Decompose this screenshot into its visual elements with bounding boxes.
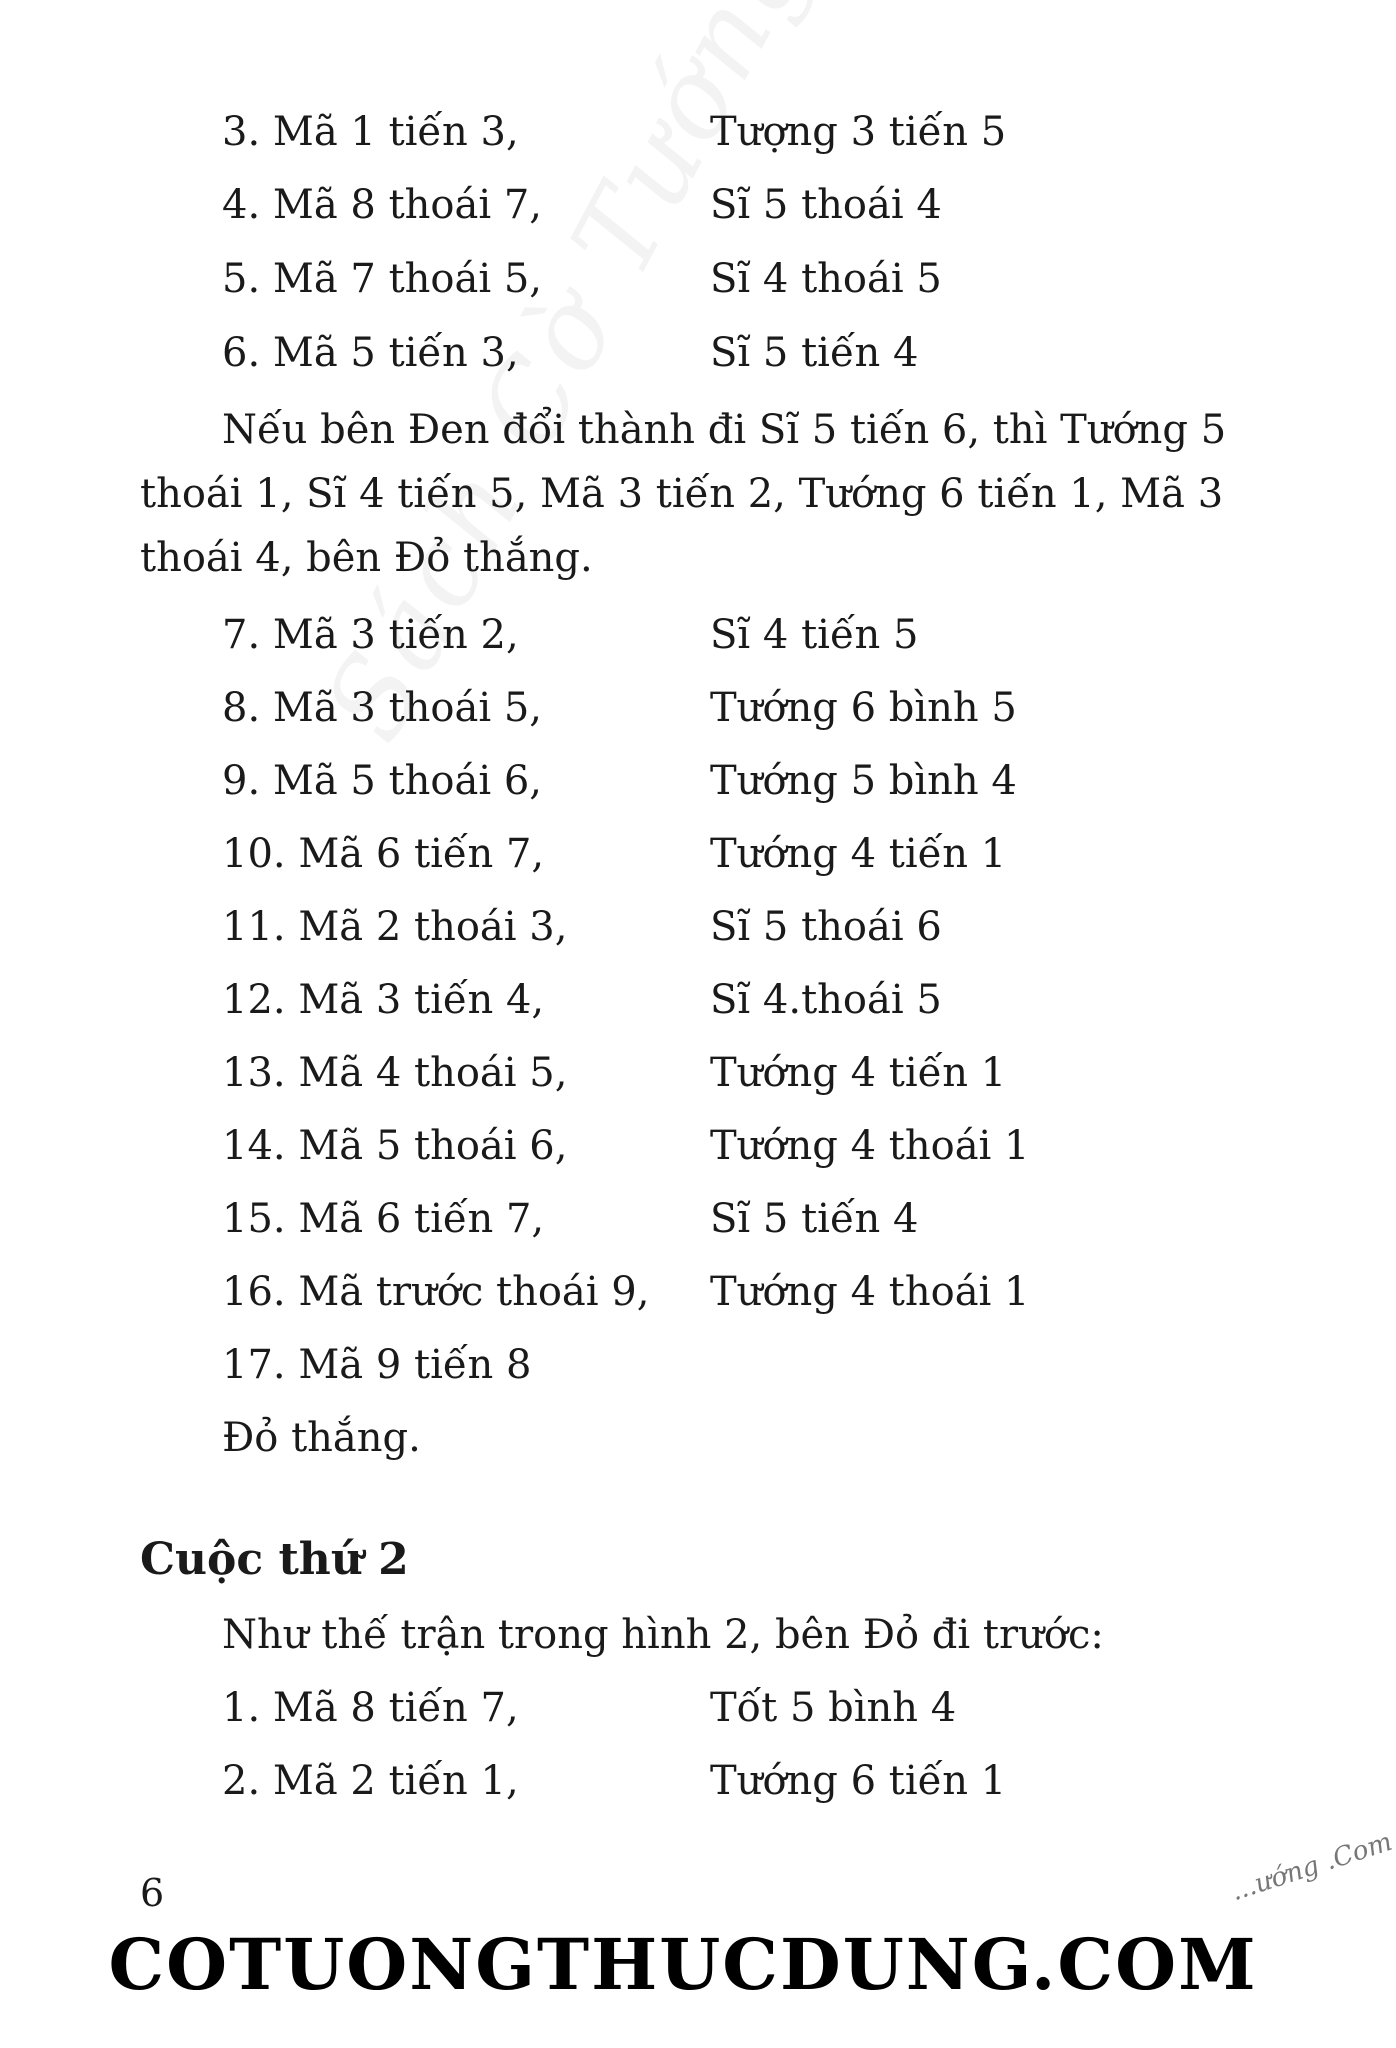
move-red: 12. Mã 3 tiến 4,: [222, 977, 545, 1023]
move-red: 10. Mã 6 tiến 7,: [222, 831, 545, 877]
move-red: 5. Mã 7 thoái 5,: [222, 256, 542, 302]
move-red: 6. Mã 5 tiến 3,: [222, 330, 519, 376]
move-black: Tướng 4 thoái 1: [710, 1123, 1030, 1169]
move-black: Tướng 5 bình 4: [710, 758, 1017, 804]
variation-paragraph: [140, 398, 1240, 590]
result-text: Đỏ thắng.: [222, 1415, 421, 1461]
move-red: 11. Mã 2 thoái 3,: [222, 904, 568, 950]
move-red: 14. Mã 5 thoái 6,: [222, 1123, 568, 1169]
move-red: 15. Mã 6 tiến 7,: [222, 1196, 545, 1242]
move-black: Sĩ 5 thoái 6: [710, 904, 942, 950]
move-red: 1. Mã 8 tiến 7,: [222, 1685, 519, 1731]
move-red: 16. Mã trước thoái 9,: [222, 1269, 650, 1315]
move-black: Tượng 3 tiến 5: [710, 109, 1007, 155]
move-black: Sĩ 5 thoái 4: [710, 182, 942, 228]
move-black: Sĩ 5 tiến 4: [710, 1196, 919, 1242]
move-black: Tướng 4 tiến 1: [710, 1050, 1007, 1096]
move-red: 4. Mã 8 thoái 7,: [222, 182, 542, 228]
move-red: 13. Mã 4 thoái 5,: [222, 1050, 568, 1096]
variation-text: Nếu bên Đen đổi thành đi Sĩ 5 tiến 6, thì Tướng 5 thoái 1, Sĩ 4 tiến 5, Mã 3 tiến 2, Tướng 6 tiến 1, Mã 3 thoái 4, bên Đỏ thắng.: [140, 407, 1227, 581]
move-black: Sĩ 4 thoái 5: [710, 256, 942, 302]
move-black: Sĩ 4.thoái 5: [710, 977, 942, 1023]
site-banner: COTUONGTHUCDUNG.COM: [108, 1923, 1258, 2006]
move-black: Tướng 6 tiến 1: [710, 1758, 1007, 1804]
section-intro: Như thế trận trong hình 2, bên Đỏ đi trước:: [222, 1612, 1104, 1658]
section-heading: Cuộc thứ 2: [140, 1534, 409, 1585]
move-black: Tốt 5 bình 4: [710, 1685, 957, 1731]
move-red: 17. Mã 9 tiến 8: [222, 1342, 532, 1388]
move-red: 7. Mã 3 tiến 2,: [222, 612, 519, 658]
move-red: 3. Mã 1 tiến 3,: [222, 109, 519, 155]
move-black: Tướng 6 bình 5: [710, 685, 1017, 731]
move-red: 2. Mã 2 tiến 1,: [222, 1758, 519, 1804]
page-number: 6: [140, 1871, 165, 1915]
move-black: Tướng 4 tiến 1: [710, 831, 1007, 877]
move-black: Sĩ 5 tiến 4: [710, 330, 919, 376]
move-black: Sĩ 4 tiến 5: [710, 612, 919, 658]
move-black: Tướng 4 thoái 1: [710, 1269, 1030, 1315]
move-red: 9. Mã 5 thoái 6,: [222, 758, 542, 804]
move-red: 8. Mã 3 thoái 5,: [222, 685, 542, 731]
corner-watermark: ...ướng .Com: [1227, 1826, 1396, 1908]
